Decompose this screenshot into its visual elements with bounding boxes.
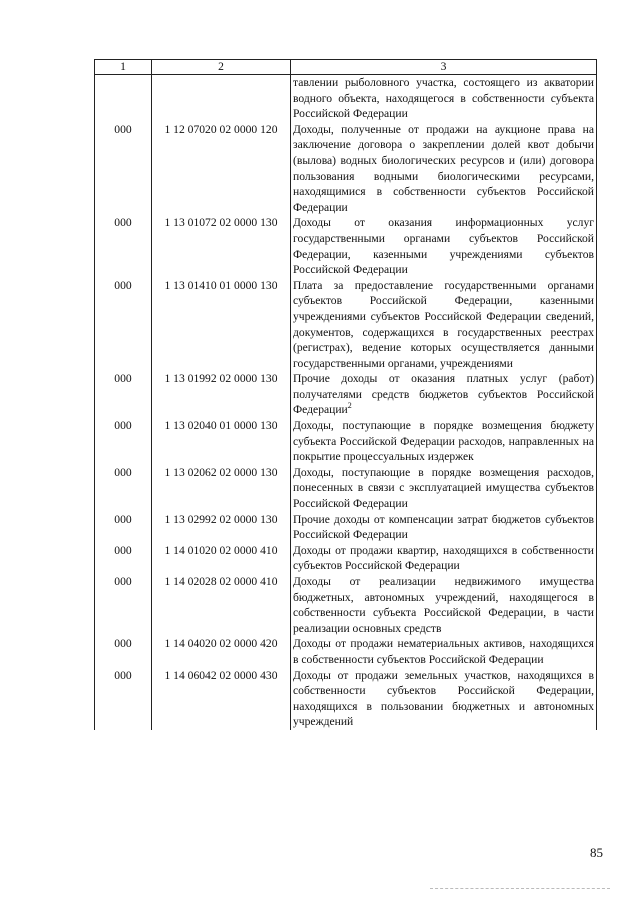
- column-header-3: 3: [291, 60, 597, 75]
- description-text: Доходы от оказания информационных услуг государственными органами субъектов Российской Федерации, казенными учреждениями субъектов Российской Федерации: [293, 216, 594, 277]
- table-row: [95, 371, 597, 418]
- description-cell: [291, 636, 597, 667]
- admin-code-cell: 000: [95, 418, 152, 465]
- admin-code-cell: 000: [95, 512, 152, 543]
- classification-code-cell: [152, 75, 291, 122]
- footer-line: [430, 888, 610, 890]
- classification-code-cell: 1 14 04020 02 0000 420: [152, 636, 291, 667]
- revenue-codes-table: [94, 59, 597, 730]
- description-cell: [291, 371, 597, 418]
- description-cell: тавлении рыболовного участка, состоящего из акватории водного объекта, находящегося в собственности субъекта Российской Федерации: [291, 75, 597, 122]
- table-row: [95, 418, 597, 465]
- admin-code-cell: 000: [95, 465, 152, 512]
- classification-code-cell: 1 13 01410 01 0000 130: [152, 278, 291, 372]
- admin-code-cell: 000: [95, 215, 152, 277]
- description-cell: [291, 278, 597, 372]
- table-row: [95, 122, 597, 216]
- description-text: Доходы, полученные от продажи на аукционе права на заключение договора о закреплении долей квот добычи (вылова) водных биологических ресурсов и (или) договора пользования водными биологическими ресурсами, находящимися в собственности субъектов Российской Федерации: [293, 122, 594, 214]
- classification-code-cell: 1 14 01020 02 0000 410: [152, 543, 291, 574]
- table-row: [95, 543, 597, 574]
- classification-code-cell: 1 13 02062 02 0000 130: [152, 465, 291, 512]
- classification-code-cell: 1 14 06042 02 0000 430: [152, 668, 291, 730]
- description-text: Прочие доходы от оказания платных услуг (работ) получателями средств бюджетов субъектов Российской Федерации: [293, 372, 594, 417]
- classification-code-cell: 1 14 02028 02 0000 410: [152, 574, 291, 636]
- description-cell: [291, 122, 597, 216]
- classification-code-cell: 1 13 01072 02 0000 130: [152, 215, 291, 277]
- admin-code-cell: 000: [95, 668, 152, 730]
- table-row: [95, 574, 597, 636]
- admin-code-cell: 000: [95, 371, 152, 418]
- classification-code-cell: 1 13 02992 02 0000 130: [152, 512, 291, 543]
- description-cell: [291, 543, 597, 574]
- table-row-continuation: [95, 75, 597, 122]
- admin-code-cell: 000: [95, 278, 152, 372]
- description-text: Доходы от реализации недвижимого имущества бюджетных, автономных учреждений, находящегося в собственности субъекта Российской Федерации, в части реализации основных средств: [293, 575, 594, 635]
- description-text: Прочие доходы от компенсации затрат бюджетов субъектов Российской Федерации: [293, 512, 594, 542]
- description-text: Доходы от продажи квартир, находящихся в собственности субъектов Российской Федерации: [293, 543, 594, 573]
- table-body: [95, 75, 597, 730]
- classification-code-cell: 1 13 01992 02 0000 130: [152, 371, 291, 418]
- admin-code-cell: 000: [95, 122, 152, 216]
- description-text: Плата за предоставление государственными органами субъектов Российской Федерации, казенными учреждениями субъектов Российской Федерации сведений, документов, содержащихся в государственных реестрах (регистрах), ведение которых осуществляется данными государственными органами, учреждениями: [293, 278, 594, 370]
- admin-code-cell: 000: [95, 543, 152, 574]
- description-cell: [291, 668, 597, 730]
- classification-code-cell: 1 13 02040 01 0000 130: [152, 418, 291, 465]
- description-text: Доходы от продажи земельных участков, находящихся в собственности субъектов Российской Федерации, находящихся в пользовании бюджетных и автономных учреждений: [293, 668, 594, 729]
- admin-code-cell: [95, 75, 152, 122]
- table-row: [95, 512, 597, 543]
- table-row: [95, 636, 597, 667]
- footnote-marker: 2: [347, 401, 352, 411]
- description-cell: [291, 465, 597, 512]
- table-row: [95, 278, 597, 372]
- table-header-row: [95, 60, 597, 75]
- table-row: [95, 465, 597, 512]
- admin-code-cell: 000: [95, 574, 152, 636]
- description-cell: [291, 512, 597, 543]
- table-row: [95, 668, 597, 730]
- description-text: Доходы, поступающие в порядке возмещения расходов, понесенных в связи с эксплуатацией имущества субъектов Российской Федерации: [293, 465, 594, 511]
- column-header-1: 1: [95, 60, 152, 75]
- table-row: [95, 215, 597, 277]
- description-cell: [291, 215, 597, 277]
- column-header-2: 2: [152, 60, 291, 75]
- description-text: Доходы от продажи нематериальных активов, находящихся в собственности субъектов Российской Федерации: [293, 637, 594, 666]
- description-cell: [291, 418, 597, 465]
- admin-code-cell: 000: [95, 636, 152, 667]
- page-number: 85: [590, 845, 603, 860]
- classification-code-cell: 1 12 07020 02 0000 120: [152, 122, 291, 216]
- description-cell: [291, 574, 597, 636]
- description-text: Доходы, поступающие в порядке возмещения бюджету субъекта Российской Федерации расходов, направленных на покрытие процессуальных издержек: [293, 419, 594, 464]
